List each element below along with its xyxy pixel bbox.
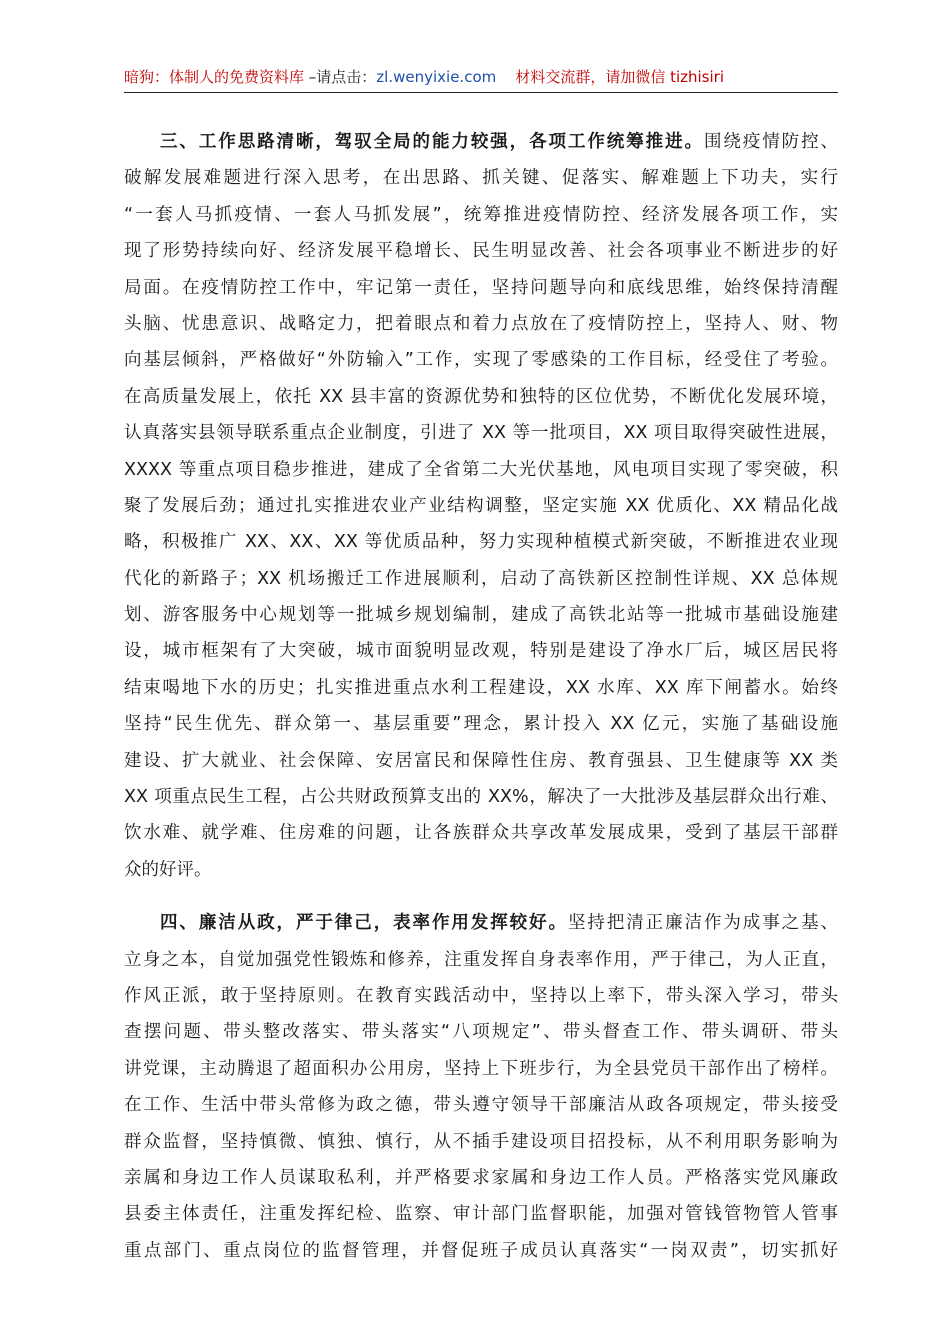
paragraph-line: 局面。在疫情防控工作中，牢记第一责任，坚持问题导向和底线思维，始终保持清醒: [124, 277, 838, 298]
section-3: [124, 124, 838, 888]
paragraph-line: 聚了发展后劲；通过扎实推进农业产业结构调整，坚定实施 XX 优质化、XX 精品化战: [124, 495, 838, 516]
paragraph-line: 饮水难、就学难、住房难的问题，让各族群众共享改革发展成果，受到了基层干部群: [124, 823, 838, 844]
header-url-link[interactable]: zl.wenyixie.com: [376, 68, 497, 86]
paragraph-line: 重点部门、重点岗位的监督管理，并督促班子成员认真落实“一岗双责”，切实抓好: [124, 1240, 838, 1261]
paragraph-line: 四、廉洁从政，严于律己，表率作用发挥较好。坚持把清正廉洁作为成事之基、: [160, 913, 839, 934]
section-3-heading: 三、工作思路清晰，驾驭全局的能力较强，各项工作统筹推进。: [160, 132, 704, 152]
paragraph-line: 破解发展难题进行深入思考，在出思路、抓关键、促落实、解难题上下功夫，实行: [124, 168, 838, 189]
paragraph-line: 划、游客服务中心规划等一批城乡规划编制，建成了高铁北站等一批城市基础设施建: [124, 605, 838, 626]
paragraph-line: 作风正派，敢于坚持原则。在教育实践活动中，坚持以上率下，带头深入学习，带头: [124, 985, 838, 1006]
paragraph-line: 向基层倾斜，严格做好“外防输入”工作，实现了零感染的工作目标，经受住了考验。: [124, 350, 838, 371]
paragraph-line: 查摆问题、带头整改落实、带头落实“八项规定”、带头督查工作、带头调研、带头: [124, 1022, 838, 1043]
paragraph-line: 立身之本，自觉加强党性锻炼和修养，注重发挥自身表率作用，严于律己，为人正直，: [124, 949, 838, 970]
section-4: [124, 905, 838, 1269]
paragraph-line: XX 项重点民生工程，占公共财政预算支出的 XX%，解决了一大批涉及基层群众出行难、: [124, 787, 838, 808]
paragraph-line: 头脑、忧患意识、战略定力，把着眼点和着力点放在了疫情防控上，坚持人、财、物: [124, 313, 838, 334]
paragraph-line: 坚持“民生优先、群众第一、基层重要”理念，累计投入 XX 亿元，实施了基础设施: [124, 714, 838, 735]
paragraph-line: 三、工作思路清晰，驾驭全局的能力较强，各项工作统筹推进。围绕疫情防控、: [160, 132, 839, 152]
paragraph-line: 群众监督，坚持慎微、慎独、慎行，从不插手建设项目招投标，从不利用职务影响为: [124, 1131, 838, 1152]
paragraph-line: 现了形势持续向好、经济发展平稳增长、民生明显改善、社会各项事业不断进步的好: [124, 241, 838, 262]
paragraph-line: XXXX 等重点项目稳步推进，建成了全省第二大光伏基地，风电项目实现了零突破，积: [124, 459, 838, 480]
paragraph-line: 认真落实县领导联系重点企业制度，引进了 XX 等一批项目，XX 项目取得突破性进展，: [124, 423, 838, 444]
paragraph-line: “一套人马抓疫情、一套人马抓发展”，统筹推进疫情防控、经济发展各项工作，实: [124, 204, 838, 225]
page-header: [124, 62, 838, 93]
paragraph-line: 在高质量发展上，依托 XX 县丰富的资源优势和独特的区位优势，不断优化发展环境，: [124, 386, 838, 407]
header-brand: 暗狗：体制人的免费资料库: [124, 68, 305, 86]
header-click-prefix: –请点击：: [304, 68, 377, 86]
paragraph-line: 代化的新路子；XX 机场搬迁工作进展顺利，启动了高铁新区控制性详规、XX 总体规: [124, 568, 838, 589]
paragraph-line: 设，城市框架有了大突破，城市面貌明显改观，特别是建设了净水厂后，城区居民将: [124, 641, 838, 662]
paragraph-line: 讲党课，主动腾退了超面积办公用房，坚持上下班步行，为全县党员干部作出了榜样。: [124, 1058, 838, 1079]
document-body: [124, 124, 838, 1269]
section-4-heading: 四、廉洁从政，严于律己，表率作用发挥较好。: [160, 913, 568, 934]
paragraph-line: 县委主体责任，注重发挥纪检、监察、审计部门监督职能，加强对管钱管物管人管事: [124, 1204, 838, 1225]
paragraph-line: 在工作、生活中带头常修为政之德，带头遵守领导干部廉洁从政各项规定，带头接受: [124, 1095, 838, 1116]
paragraph-line: 亲属和身边工作人员谋取私利，并严格要求家属和身边工作人员。严格落实党风廉政: [124, 1167, 838, 1188]
paragraph-line: 众的好评。: [124, 859, 212, 880]
paragraph-line: 建设、扩大就业、社会保障、安居富民和保障性住房、教育强县、卫生健康等 XX 类: [124, 750, 838, 771]
paragraph-line: 结束喝地下水的历史；扎实推进重点水利工程建设，XX 水库、XX 库下闸蓄水。始终: [124, 677, 838, 698]
header-contact: 材料交流群，请加微信 tizhisiri: [515, 68, 724, 86]
paragraph-line: 略，积极推广 XX、XX、XX 等优质品种，努力实现种植模式新突破，不断推进农业现: [124, 532, 838, 553]
